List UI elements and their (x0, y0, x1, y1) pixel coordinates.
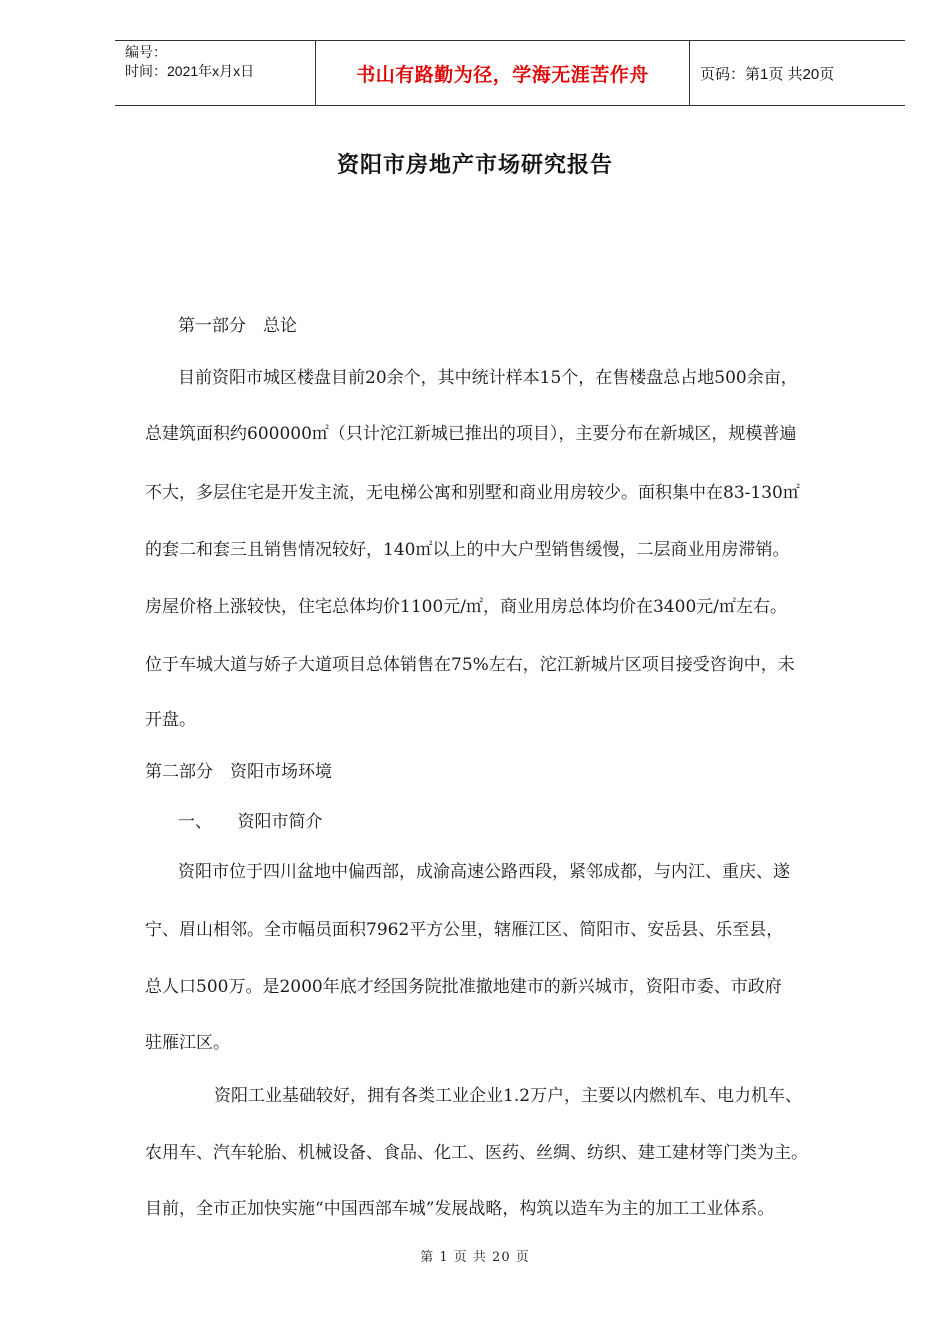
paragraph-line: 宁、眉山相邻。全市幅员面积7962平方公里，辖雁江区、简阳市、安岳县、乐至县， (145, 920, 784, 940)
subsection-heading: 一、 资阳市简介 (178, 812, 323, 832)
paragraph-line: 总建筑面积约600000㎡（只计沱江新城已推出的项目），主要分布在新城区，规模普遍 (145, 424, 797, 444)
section-heading: 第一部分 总论 (178, 316, 297, 336)
paragraph-line: 的套二和套三且销售情况较好，140㎡以上的中大户型销售缓慢，二层商业用房滞销。 (145, 540, 790, 560)
time-label: 时间：2021年x月x日 (125, 63, 255, 79)
paragraph-line: 不大，多层住宅是开发主流，无电梯公寓和别墅和商业用房较少。面积集中在83-130㎡ (145, 483, 800, 503)
paragraph-line: 位于车城大道与娇子大道项目总体销售在75%左右，沱江新城片区项目接受咨询中，未 (145, 655, 795, 675)
paragraph-line: 开盘。 (145, 710, 196, 730)
section-heading: 第二部分 资阳市场环境 (145, 762, 332, 782)
header-meta (115, 41, 316, 105)
paragraph-line: 农用车、汽车轮胎、机械设备、食品、化工、医药、丝绸、纺织、建工建材等门类为主。 (145, 1143, 808, 1163)
page-header (115, 40, 905, 106)
paragraph-line: 目前，全市正加快实施“中国西部车城”发展战略，构筑以造车为主的加工工业体系。 (145, 1199, 775, 1219)
paragraph-line: 驻雁江区。 (145, 1033, 230, 1053)
paragraph-line: 房屋价格上涨较快，住宅总体均价1100元/㎡，商业用房总体均价在3400元/㎡左右。 (145, 597, 787, 617)
header-motto: 书山有路勤为径，学海无涯苦作舟 (316, 41, 690, 105)
paragraph-line: 目前资阳市城区楼盘目前20余个，其中统计样本15个，在售楼盘总占地500余亩， (178, 368, 798, 388)
document-title: 资阳市房地产市场研究报告 (336, 153, 613, 178)
serial-label: 编号： (125, 44, 167, 60)
page-footer: 第 1 页 共 20 页 (420, 1250, 530, 1265)
header-page-info: 页码：第1页 共20页 (700, 65, 835, 83)
paragraph-line: 资阳市位于四川盆地中偏西部，成渝高速公路西段，紧邻成都，与内江、重庆、遂 (178, 862, 790, 882)
paragraph-line: 总人口500万。是2000年底才经国务院批准撤地建市的新兴城市，资阳市委、市政府 (145, 977, 782, 997)
paragraph-line: 资阳工业基础较好，拥有各类工业企业1.2万户，主要以内燃机车、电力机车、 (214, 1086, 803, 1106)
